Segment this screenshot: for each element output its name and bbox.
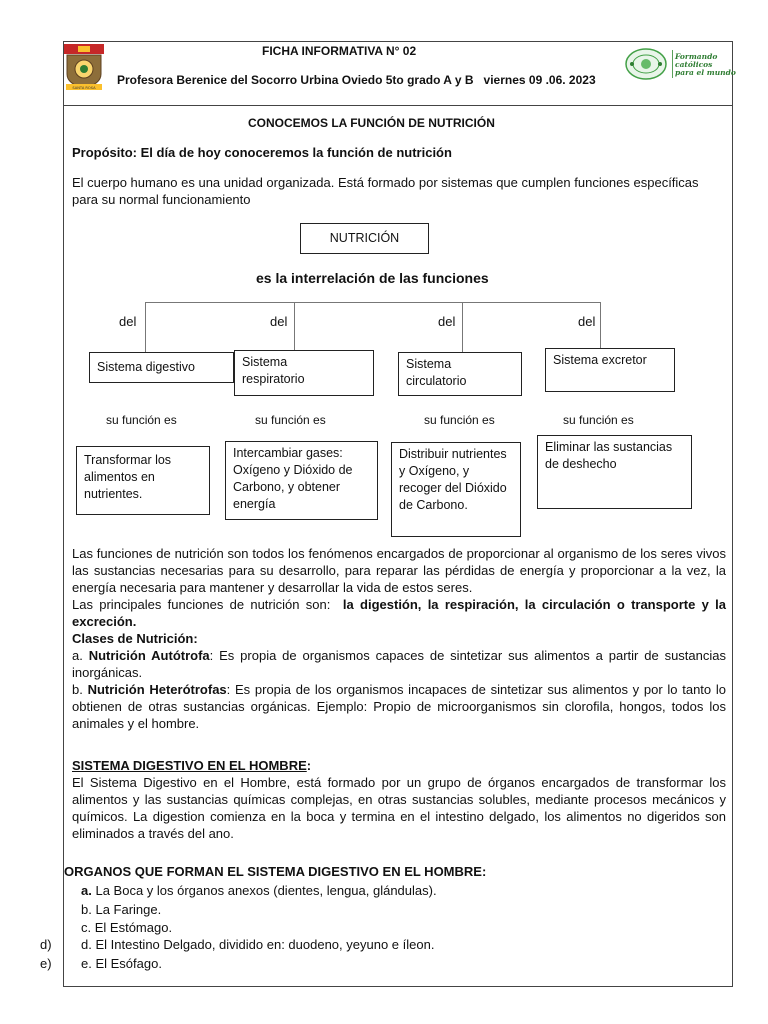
class-heterotrophic xyxy=(72,681,726,732)
class-prefix: b. xyxy=(72,682,88,697)
function-box-excretor: Eliminar las sustancias de deshecho xyxy=(537,435,692,509)
classes-title: Clases de Nutrición: xyxy=(72,631,198,646)
school-crest-caption: SANTA ROSA xyxy=(72,86,96,90)
motto-line: Formando xyxy=(675,52,718,61)
branch-label: del xyxy=(119,314,137,329)
branch-label: del xyxy=(438,314,456,329)
list-item xyxy=(81,920,172,935)
system-box-excretor: Sistema excretor xyxy=(545,348,675,392)
system-box-circulatory xyxy=(398,352,522,396)
school-motto xyxy=(675,53,736,77)
function-label: su función es xyxy=(106,413,177,427)
list-item xyxy=(81,956,162,971)
header-divider xyxy=(63,105,733,106)
list-marker: a. xyxy=(81,883,92,898)
branch-label: del xyxy=(578,314,596,329)
diagram-connector xyxy=(145,302,146,352)
intro-text: El cuerpo humano es una unidad organizada. Está formado por sistemas que cumplen funciones específicas para su normal funcionamiento xyxy=(72,175,699,207)
diagram-connector xyxy=(294,302,295,350)
diagram-root-caption: es la interrelación de las funciones xyxy=(256,270,489,286)
function-box-digestive: Transformar los alimentos en nutrientes. xyxy=(76,446,210,515)
section-title: CONOCEMOS LA FUNCIÓN DE NUTRICIÓN xyxy=(248,116,495,130)
school-crest-icon xyxy=(64,44,104,90)
system-box-respiratory xyxy=(234,350,374,396)
list-marker: c. xyxy=(81,920,92,935)
sheet-title: FICHA INFORMATIVA N° 02 xyxy=(262,44,417,58)
class-description: : Es propia de organismos capaces de sintetizar sus alimentos a partir de sustancias inorgánicas. xyxy=(72,648,726,680)
list-text: El Intestino Delgado, dividido en: duodeno, yeyuno e íleon. xyxy=(95,937,435,952)
motto-line: para el mundo xyxy=(675,68,736,77)
outer-list-marker: e) xyxy=(40,956,52,971)
class-name: Nutrición Autótrofa xyxy=(88,648,210,663)
digestive-title xyxy=(72,757,726,774)
digestive-title-text: SISTEMA DIGESTIVO EN EL HOMBRE xyxy=(72,758,307,773)
digestive-description: El Sistema Digestivo en el Hombre, está formado por un grupo de órganos encargados de transformar los alimentos y las sustancias químicas complejas, en otras sustancias solubles, mediante procesos mecánicos y químicos. La digestion comienza en la boca y termina en el intestino delgado, los alimentos no digeridos son eliminados a través del ano. xyxy=(72,775,726,841)
main-functions xyxy=(72,596,726,630)
main-functions-lead: Las principales funciones de nutrición son: xyxy=(72,597,343,612)
list-marker: e. xyxy=(81,956,92,971)
motto-line: católicos xyxy=(675,60,713,69)
list-item xyxy=(81,883,437,898)
list-marker: d. xyxy=(81,937,92,952)
function-label: su función es xyxy=(255,413,326,427)
nutrition-definition: Las funciones de nutrición son todos los fenómenos encargados de proporcionar al organismo de los seres vivos las sustancias necesarias para su desarrollo, para reparar las pérdidas de energía y proporcionar a la vez, la energía necesaria para mantener y desarrollar la vida de estos seres. xyxy=(72,546,726,595)
function-label: su función es xyxy=(563,413,634,427)
school-seal-icon xyxy=(624,46,668,82)
list-marker: b. xyxy=(81,902,92,917)
main-functions-list: la digestión, la respiración, la circulación o transporte y la excreción. xyxy=(72,597,726,629)
outer-list-marker: d) xyxy=(40,937,52,952)
digestive-section xyxy=(72,757,726,842)
function-box-circulatory: Distribuir nutrientes y Oxígeno, y recoger del Dióxido de Carbono. xyxy=(391,442,521,537)
function-label: su función es xyxy=(424,413,495,427)
purpose-text: Propósito: El día de hoy conoceremos la función de nutrición xyxy=(72,145,452,160)
list-text: El Esófago. xyxy=(95,956,162,971)
diagram-root-box: NUTRICIÓN xyxy=(300,223,429,254)
class-name: Nutrición Heterótrofas xyxy=(87,682,227,697)
branch-label: del xyxy=(270,314,288,329)
logo-separator xyxy=(672,50,673,78)
system-name: Sistema circulatorio xyxy=(406,357,467,388)
class-autotrophic xyxy=(72,647,726,681)
system-box-digestive: Sistema digestivo xyxy=(89,352,234,383)
teacher-info: Profesora Berenice del Socorro Urbina Oviedo 5to grado A y B viernes 09 .06. 2023 xyxy=(117,73,596,87)
function-box-respiratory: Intercambiar gases: Oxígeno y Dióxido de Carbono, y obtener energía xyxy=(225,441,378,520)
diagram-branch-line xyxy=(145,302,601,303)
list-text: El Estómago. xyxy=(94,920,173,935)
list-item xyxy=(81,902,161,917)
list-text: La Faringe. xyxy=(95,902,162,917)
list-item xyxy=(81,937,434,952)
digestive-title-colon: : xyxy=(306,758,312,773)
class-description: : Es propia de los organismos incapaces de sintetizar sus alimentos y por lo tanto lo obtienen de otras sustancias orgánicas. Ejemplo: Propio de microorganismos sin clorofila, hongos, todos los animales y el hombre. xyxy=(72,682,726,731)
class-prefix: a. xyxy=(72,648,89,663)
diagram-connector xyxy=(600,302,601,348)
system-name: Sistema respiratorio xyxy=(242,355,305,386)
list-text: La Boca y los órganos anexos (dientes, lengua, glándulas). xyxy=(95,883,437,898)
diagram-connector xyxy=(462,302,463,352)
organs-title: ORGANOS QUE FORMAN EL SISTEMA DIGESTIVO EN EL HOMBRE: xyxy=(64,864,487,879)
body-text xyxy=(72,545,726,732)
